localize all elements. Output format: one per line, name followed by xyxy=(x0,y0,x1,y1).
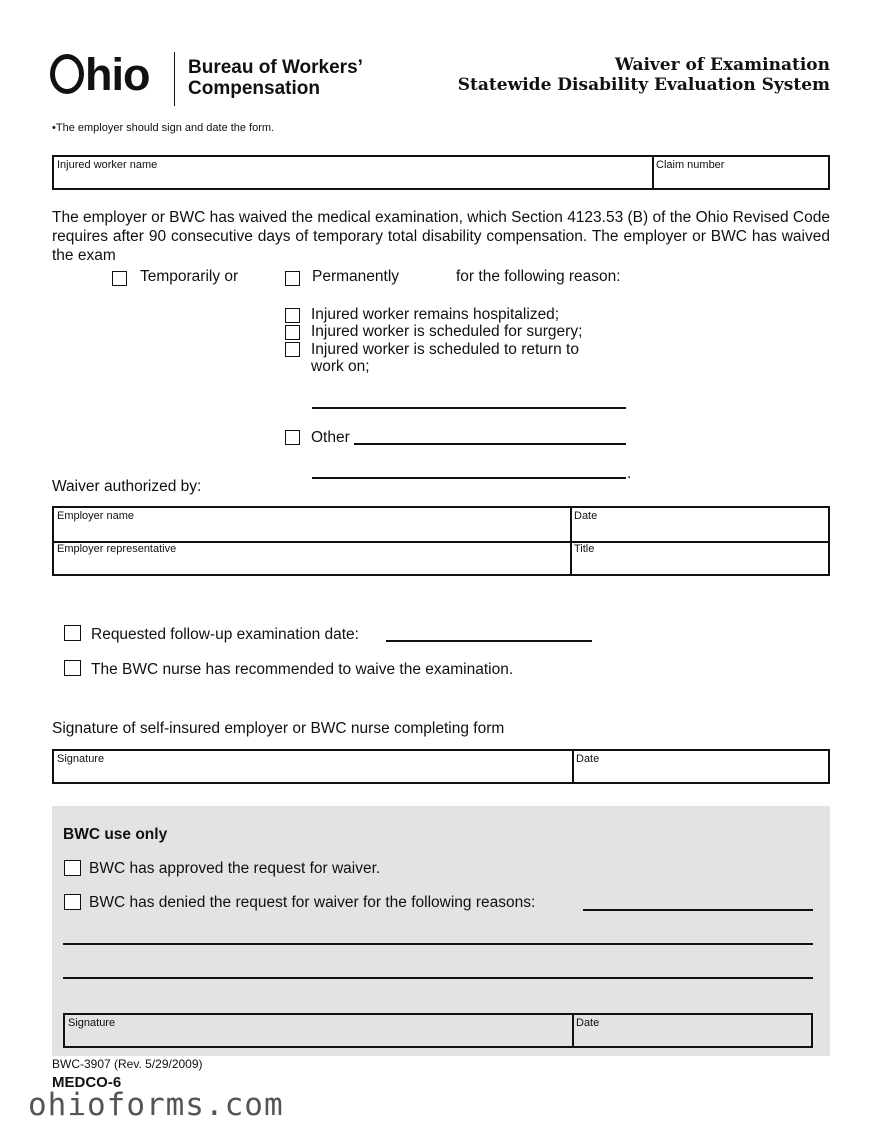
logo-divider xyxy=(174,52,175,106)
signature-label: Signature xyxy=(57,753,105,765)
denied-label: BWC has denied the request for waiver for the following reasons: xyxy=(89,894,536,911)
agency-line-1: Bureau of Workers’ xyxy=(188,57,363,78)
signature-box xyxy=(52,749,830,784)
bwc-use-only-heading: BWC use only xyxy=(63,826,168,843)
injured-worker-box xyxy=(52,155,830,190)
return-to-work-label-2: work on; xyxy=(311,358,370,375)
permanently-checkbox[interactable] xyxy=(285,271,300,286)
employer-title-label: Title xyxy=(574,543,595,555)
agency-line-2: Compensation xyxy=(188,78,320,99)
bwc-signature-box xyxy=(63,1013,813,1048)
signature-date-field[interactable] xyxy=(574,751,828,782)
approved-checkbox[interactable] xyxy=(64,860,81,876)
claim-number-field[interactable] xyxy=(654,157,828,188)
employer-representative-label: Employer representative xyxy=(57,543,177,555)
nurse-recommended-label: The BWC nurse has recommended to waive the examination. xyxy=(91,661,514,678)
denied-checkbox[interactable] xyxy=(64,894,81,910)
followup-exam-checkbox[interactable] xyxy=(64,625,81,641)
reason-prompt: for the following reason: xyxy=(456,268,621,285)
agency-name xyxy=(188,57,363,99)
claim-number-label: Claim number xyxy=(656,159,725,171)
bwc-signature-field[interactable] xyxy=(65,1015,572,1046)
temporarily-label: Temporarily or xyxy=(140,268,239,285)
injured-worker-name-field[interactable] xyxy=(54,157,652,188)
other-checkbox[interactable] xyxy=(285,430,300,445)
injured-worker-name-label: Injured worker name xyxy=(57,159,158,171)
logo-o-ring-icon xyxy=(50,54,84,94)
return-to-work-label: Injured worker is scheduled to return to xyxy=(311,341,579,358)
denied-reason-line-2[interactable] xyxy=(63,943,813,945)
waiver-paragraph: The employer or BWC has waived the medical examination, which Section 4123.53 (B) of the Ohio Revised Code requires after 90 consecutive days of temporary total disability compensation. The employer or BWC has waived the exam xyxy=(52,209,830,264)
bwc-date-label: Date xyxy=(576,1017,600,1029)
employer-box xyxy=(52,506,830,576)
employer-name-field[interactable] xyxy=(54,508,570,541)
followup-exam-label: Requested follow-up examination date: xyxy=(91,626,359,643)
bwc-date-field[interactable] xyxy=(574,1015,811,1046)
return-to-work-checkbox[interactable] xyxy=(285,342,300,357)
employer-representative-field[interactable] xyxy=(54,543,570,574)
denied-reason-line-3[interactable] xyxy=(63,977,813,979)
nurse-recommended-checkbox[interactable] xyxy=(64,660,81,676)
other-label: Other xyxy=(311,429,350,446)
form-title-line-1: Waiver of Examination xyxy=(614,55,830,75)
signature-field[interactable] xyxy=(54,751,572,782)
followup-date-line[interactable] xyxy=(386,640,592,642)
logo-text: hio xyxy=(85,49,150,100)
temporarily-checkbox[interactable] xyxy=(112,271,127,286)
employer-date-label: Date xyxy=(574,510,598,522)
authorized-by-label: Waiver authorized by: xyxy=(52,478,202,495)
hospitalized-checkbox[interactable] xyxy=(285,308,300,323)
employer-date-field[interactable] xyxy=(572,508,828,541)
employer-name-label: Employer name xyxy=(57,510,135,522)
employer-title-field[interactable] xyxy=(572,543,828,574)
watermark: ohioforms.com xyxy=(28,1087,284,1123)
form-title xyxy=(458,55,830,95)
denied-reason-line-1[interactable] xyxy=(583,909,813,911)
form-number: BWC-3907 (Rev. 5/29/2009) xyxy=(52,1057,203,1071)
surgery-checkbox[interactable] xyxy=(285,325,300,340)
hospitalized-label: Injured worker remains hospitalized; xyxy=(311,306,560,323)
ohio-logo xyxy=(50,49,150,100)
approved-label: BWC has approved the request for waiver. xyxy=(89,860,381,877)
permanently-label: Permanently xyxy=(312,268,400,285)
instruction-note: •The employer should sign and date the form. xyxy=(52,122,275,134)
return-date-line[interactable] xyxy=(312,407,626,409)
form-code: MEDCO-6 xyxy=(52,1074,122,1091)
surgery-label: Injured worker is scheduled for surgery; xyxy=(311,323,583,340)
line-period: . xyxy=(627,465,632,482)
form-title-line-2: Statewide Disability Evaluation System xyxy=(457,75,830,95)
signature-date-label: Date xyxy=(576,753,600,765)
bwc-signature-label: Signature xyxy=(68,1017,116,1029)
other-reason-line-2[interactable] xyxy=(312,477,626,479)
other-reason-line[interactable] xyxy=(354,443,626,445)
signature-heading: Signature of self-insured employer or BWC nurse completing form xyxy=(52,720,505,737)
